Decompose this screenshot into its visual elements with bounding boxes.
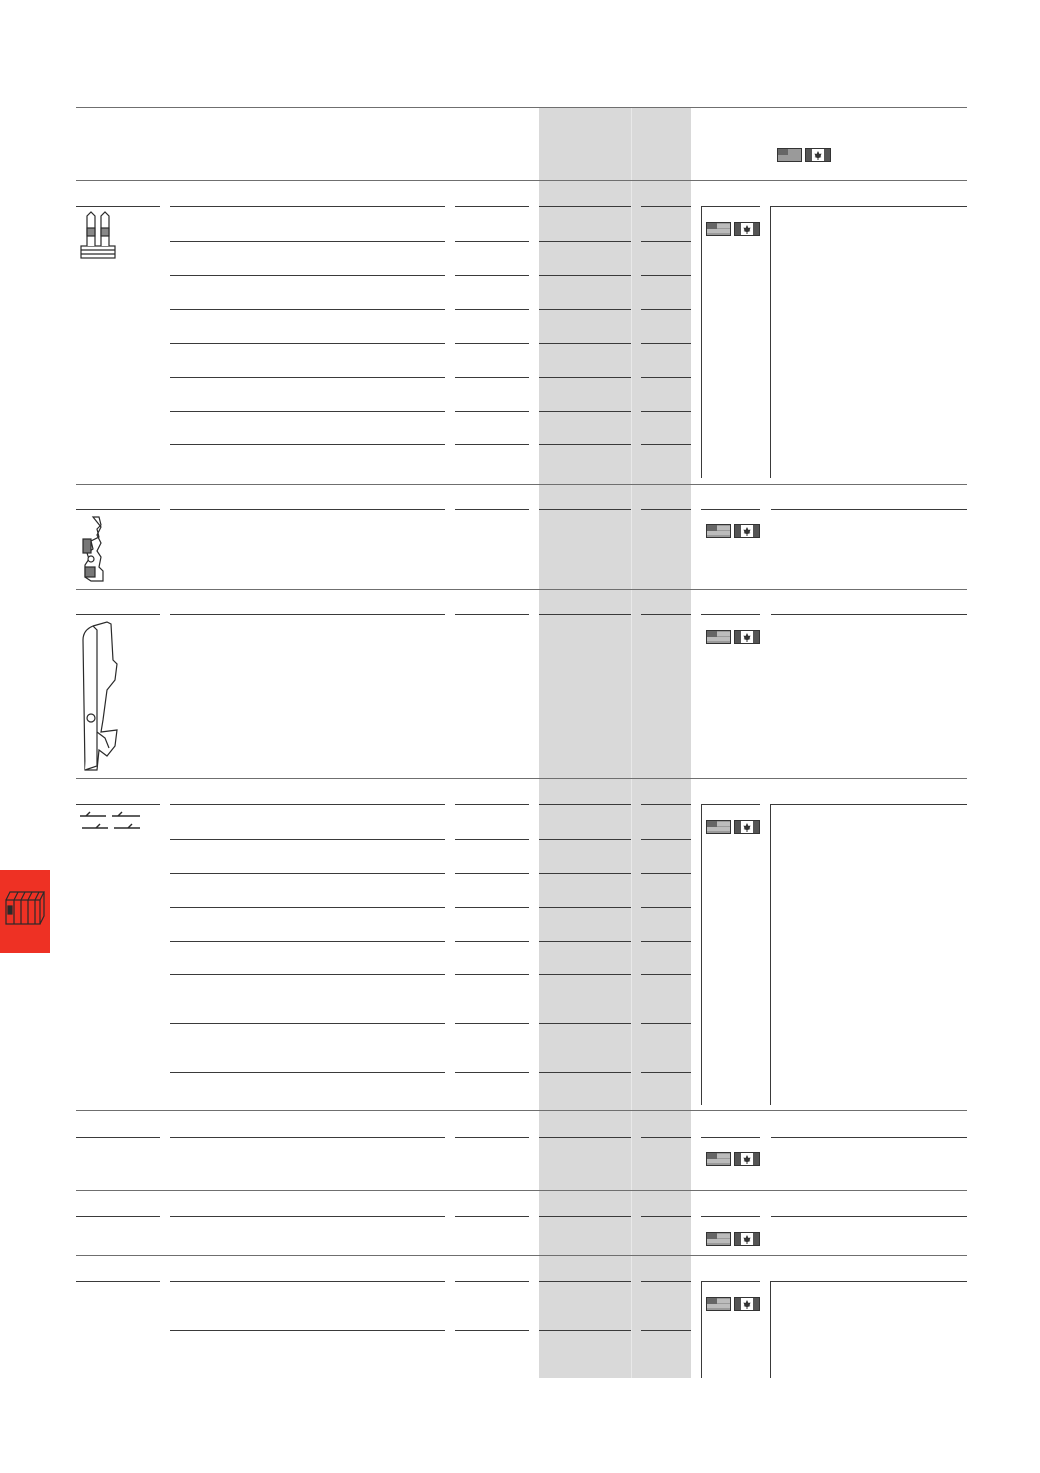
canada-flag-icon: [735, 223, 760, 236]
table-row-rule: [539, 377, 631, 378]
us-flag-icon: [707, 821, 731, 834]
table-row-rule: [170, 873, 445, 874]
table-row-rule: [641, 509, 691, 510]
table-row-rule: [455, 839, 529, 840]
table-row-rule: [539, 411, 631, 412]
section-5-flag-rule: [701, 1137, 760, 1138]
table-row-rule: [455, 509, 529, 510]
table-row-rule: [170, 1216, 445, 1217]
section-5-image-rule: [76, 1137, 160, 1138]
availability-flags: [706, 1152, 760, 1166]
table-row-rule: [455, 1137, 529, 1138]
table-row-rule: [641, 1137, 691, 1138]
side-tab[interactable]: [0, 870, 50, 953]
table-row-rule: [641, 873, 691, 874]
us-flag-icon: [707, 1153, 731, 1166]
section-7-image-rule: [76, 1281, 160, 1282]
canada-flag-icon: [735, 821, 760, 834]
end-plate-image: [79, 620, 129, 775]
table-row-rule: [539, 941, 631, 942]
section-5-top-rule: [76, 1110, 967, 1111]
table-row-rule: [641, 444, 691, 445]
table-row-rule: [539, 614, 631, 615]
table-row-rule: [539, 907, 631, 908]
table-row-rule: [539, 509, 631, 510]
us-flag-icon: [778, 149, 802, 162]
flag-column-right-rule: [770, 1281, 771, 1378]
table-row-rule: [539, 309, 631, 310]
table-row-rule: [539, 1330, 631, 1331]
marker-strips-icon: [78, 808, 144, 834]
table-row-rule: [641, 1023, 691, 1024]
table-row-rule: [539, 804, 631, 805]
flag-column-left-rule: [701, 804, 702, 1105]
flag-column-left-rule: [701, 1281, 702, 1378]
table-row-rule: [455, 377, 529, 378]
terminal-jumper-icon: [79, 210, 119, 260]
terminal-block-image: [79, 515, 109, 583]
section-1-image-rule: [76, 206, 160, 207]
table-row-rule: [170, 1023, 445, 1024]
canada-flag-icon: [735, 631, 760, 644]
marker-strips-image: [78, 808, 144, 834]
table-row-rule: [455, 941, 529, 942]
availability-flags: [706, 524, 760, 538]
flag-column-right-rule: [770, 206, 771, 478]
table-row-rule: [455, 309, 529, 310]
section-1-notes-rule: [771, 206, 967, 207]
table-row-rule: [455, 614, 529, 615]
table-row-rule: [455, 907, 529, 908]
section-3-notes-rule: [771, 614, 967, 615]
table-row-rule: [170, 614, 445, 615]
table-row-rule: [455, 444, 529, 445]
table-row-rule: [455, 1330, 529, 1331]
table-row-rule: [455, 1281, 529, 1282]
section-6-flag-rule: [701, 1216, 760, 1217]
table-row-rule: [539, 343, 631, 344]
section-7-top-rule: [76, 1255, 967, 1256]
table-row-rule: [641, 241, 691, 242]
table-row-rule: [539, 1281, 631, 1282]
table-row-rule: [455, 1216, 529, 1217]
table-row-rule: [641, 1216, 691, 1217]
us-flag-icon: [707, 631, 731, 644]
table-row-rule: [641, 411, 691, 412]
table-row-rule: [539, 444, 631, 445]
table-row-rule: [455, 974, 529, 975]
price-column-divider: [631, 108, 632, 1378]
table-row-rule: [641, 1281, 691, 1282]
table-row-rule: [455, 804, 529, 805]
price-column-shading: [539, 108, 691, 1378]
availability-flags: [706, 222, 760, 236]
table-row-rule: [170, 309, 445, 310]
table-row-rule: [170, 1072, 445, 1073]
section-2-top-rule: [76, 484, 967, 485]
table-row-rule: [170, 241, 445, 242]
availability-flags: [706, 1232, 760, 1246]
table-row-rule: [539, 206, 631, 207]
availability-flags: [706, 820, 760, 834]
table-row-rule: [455, 275, 529, 276]
table-row-rule: [641, 614, 691, 615]
table-row-rule: [170, 275, 445, 276]
canada-flag-icon: [806, 149, 831, 162]
table-row-rule: [641, 309, 691, 310]
table-row-rule: [641, 275, 691, 276]
us-flag-icon: [707, 1233, 731, 1246]
table-row-rule: [539, 241, 631, 242]
table-row-rule: [641, 377, 691, 378]
section-5-notes-rule: [771, 1137, 967, 1138]
table-row-rule: [539, 873, 631, 874]
section-1-flag-rule: [701, 206, 760, 207]
section-7-notes-rule: [771, 1281, 967, 1282]
table-row-rule: [170, 411, 445, 412]
section-4-flag-rule: [701, 804, 760, 805]
section-6-top-rule: [76, 1190, 967, 1191]
table-row-rule: [455, 873, 529, 874]
end-plate-icon: [79, 620, 129, 775]
section-2-notes-rule: [771, 509, 967, 510]
table-row-rule: [641, 343, 691, 344]
section-3-top-rule: [76, 589, 967, 590]
table-row-rule: [539, 1023, 631, 1024]
us-flag-icon: [707, 223, 731, 236]
flag-column-left-rule: [701, 206, 702, 478]
table-row-rule: [455, 241, 529, 242]
table-row-rule: [170, 444, 445, 445]
table-row-rule: [539, 1137, 631, 1138]
table-row-rule: [641, 206, 691, 207]
table-row-rule: [170, 206, 445, 207]
section-3-flag-rule: [701, 614, 760, 615]
availability-flags: [706, 1297, 760, 1311]
flag-column-right-rule: [770, 804, 771, 1105]
table-row-rule: [170, 1137, 445, 1138]
table-row-rule: [641, 1330, 691, 1331]
terminal-block-side-icon: [79, 515, 109, 583]
us-flag-icon: [707, 1298, 731, 1311]
table-row-rule: [170, 1281, 445, 1282]
table-row-rule: [455, 1072, 529, 1073]
table-row-rule: [170, 839, 445, 840]
table-row-rule: [539, 1216, 631, 1217]
section-2-image-rule: [76, 509, 160, 510]
table-row-rule: [170, 1330, 445, 1331]
table-row-rule: [641, 941, 691, 942]
canada-flag-icon: [735, 1233, 760, 1246]
section-6-image-rule: [76, 1216, 160, 1217]
table-row-rule: [455, 411, 529, 412]
table-row-rule: [170, 941, 445, 942]
header-bottom-rule: [76, 180, 967, 181]
table-row-rule: [455, 1023, 529, 1024]
section-6-notes-rule: [771, 1216, 967, 1217]
terminal-jumper-image: [79, 210, 119, 260]
table-row-rule: [455, 343, 529, 344]
table-row-rule: [641, 1072, 691, 1073]
table-row-rule: [170, 974, 445, 975]
table-row-rule: [641, 804, 691, 805]
table-row-rule: [170, 509, 445, 510]
table-row-rule: [170, 343, 445, 344]
section-4-top-rule: [76, 778, 967, 779]
table-row-rule: [455, 206, 529, 207]
table-row-rule: [539, 974, 631, 975]
table-row-rule: [170, 907, 445, 908]
section-3-image-rule: [76, 614, 160, 615]
section-7-flag-rule: [701, 1281, 760, 1282]
table-row-rule: [539, 1072, 631, 1073]
section-4-image-rule: [76, 804, 160, 805]
table-row-rule: [539, 275, 631, 276]
table-row-rule: [641, 907, 691, 908]
table-row-rule: [170, 804, 445, 805]
section-2-flag-rule: [701, 509, 760, 510]
us-flag-icon: [707, 525, 731, 538]
plc-module-icon: [0, 870, 50, 953]
availability-flags: [706, 630, 760, 644]
table-row-rule: [641, 974, 691, 975]
table-row-rule: [170, 377, 445, 378]
canada-flag-icon: [735, 1153, 760, 1166]
table-row-rule: [641, 839, 691, 840]
canada-flag-icon: [735, 1298, 760, 1311]
canada-flag-icon: [735, 525, 760, 538]
section-4-notes-rule: [771, 804, 967, 805]
header-top-rule: [76, 107, 967, 108]
header-flags: [777, 148, 831, 162]
table-row-rule: [539, 839, 631, 840]
